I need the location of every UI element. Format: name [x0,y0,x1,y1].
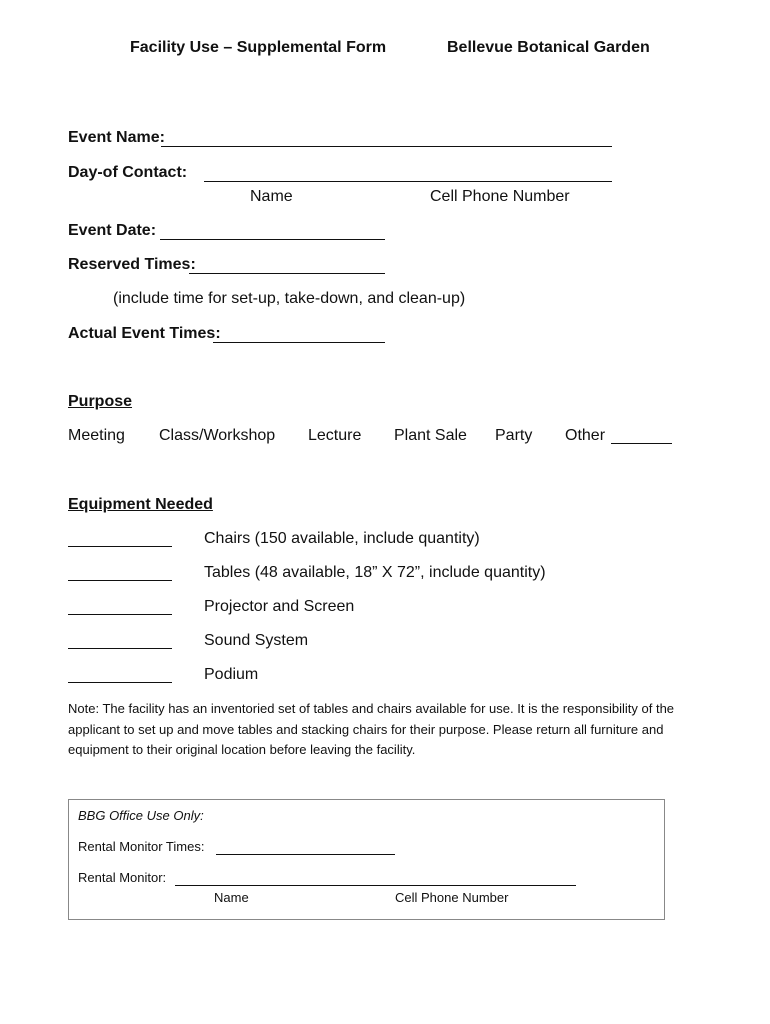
office-use-title: BBG Office Use Only: [78,808,204,823]
rental-monitor-times-label: Rental Monitor Times: [78,839,205,854]
organization-name: Bellevue Botanical Garden [447,39,650,56]
office-use-box [68,799,665,920]
day-of-contact-label: Day-of Contact: [68,164,188,181]
purpose-heading: Purpose [68,393,133,410]
monitor-cell-caption: Cell Phone Number [395,890,509,905]
equipment-item-sound-system: Sound System [204,632,309,649]
sound-system-field[interactable] [68,648,172,649]
event-name-field[interactable] [161,146,612,147]
equipment-item-chairs: Chairs (150 available, include quantity) [204,530,480,547]
event-date-label: Event Date: [68,222,157,239]
rental-monitor-field[interactable] [175,885,576,886]
reserved-times-label: Reserved Times: [68,256,196,273]
purpose-option-other[interactable]: Other [565,427,606,444]
purpose-option-party[interactable]: Party [495,427,533,444]
form-title: Facility Use – Supplemental Form [130,39,387,56]
purpose-option-plant-sale[interactable]: Plant Sale [394,427,467,444]
monitor-name-caption: Name [214,890,249,905]
event-date-field[interactable] [160,239,385,240]
projector-field[interactable] [68,614,172,615]
equipment-heading: Equipment Needed [68,496,213,513]
equipment-item-tables: Tables (48 available, 18” X 72”, include quantity) [204,564,546,581]
equipment-item-podium: Podium [204,666,259,683]
equipment-item-projector: Projector and Screen [204,598,355,615]
contact-cell-caption: Cell Phone Number [430,188,570,205]
contact-name-caption: Name [250,188,293,205]
purpose-other-field[interactable] [611,443,672,444]
actual-times-label: Actual Event Times: [68,325,221,342]
purpose-option-meeting[interactable]: Meeting [68,427,125,444]
rental-monitor-label: Rental Monitor: [78,870,167,885]
chairs-quantity-field[interactable] [68,546,172,547]
rental-monitor-times-field[interactable] [216,854,395,855]
podium-field[interactable] [68,682,172,683]
reserved-times-field[interactable] [189,273,385,274]
reserved-times-note: (include time for set-up, take-down, and clean-up) [113,290,466,307]
facility-note: Note: The facility has an inventoried set of tables and chairs available for use. It is the responsibility of the applicant to set up and move tables and stacking chairs for their purpose. Please return all furniture and equipment to their original location before leaving the facility. [68,701,675,757]
tables-quantity-field[interactable] [68,580,172,581]
purpose-option-lecture[interactable]: Lecture [308,427,362,444]
day-of-contact-field[interactable] [204,181,612,182]
actual-times-field[interactable] [213,342,385,343]
event-name-label: Event Name: [68,129,165,146]
purpose-option-class-workshop[interactable]: Class/Workshop [159,427,276,444]
